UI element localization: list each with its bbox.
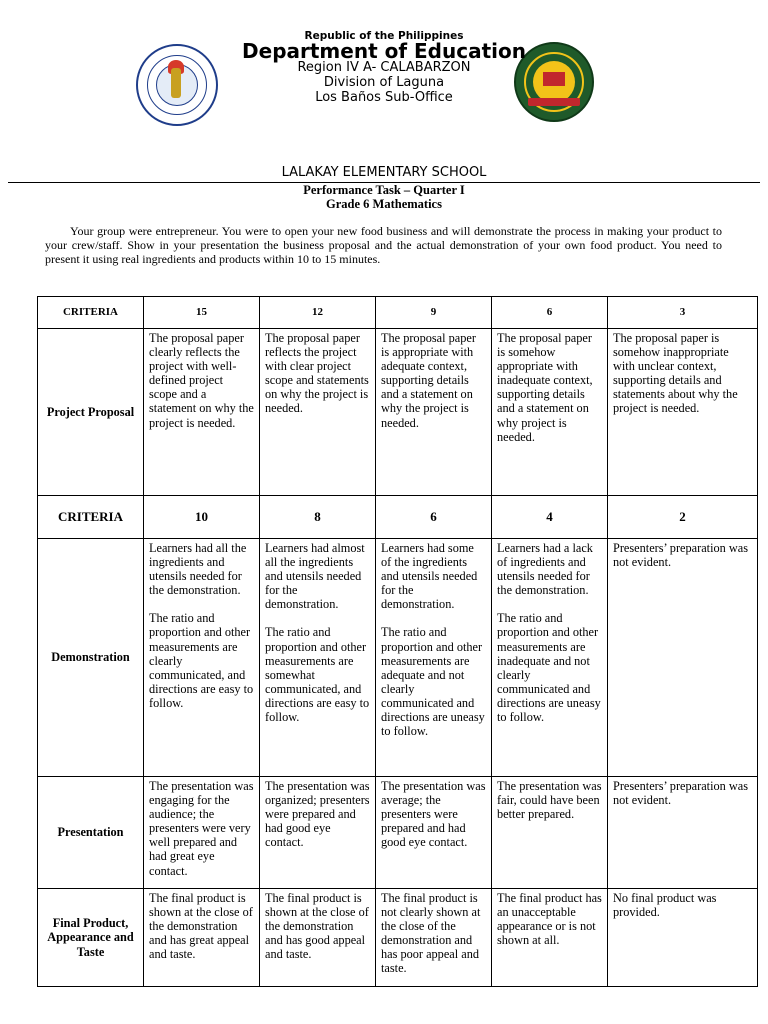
descriptor-part: Learners had almost all the ingredients and utensils needed for the demonstration. [265,541,365,612]
republic-heading: Republic of the Philippines [304,30,464,42]
level-header: 2 [608,496,758,539]
descriptor-cell: Presenters’ preparation was not evident. [608,777,758,889]
level-header: 6 [492,297,608,329]
descriptor-cell: The proposal paper is appropriate with adequate context, supporting details and a statement on why the project is needed. [376,329,492,496]
descriptor-cell: The proposal paper is somehow appropriate with inadequate context, supporting details and a statement on why project is needed. [492,329,608,496]
descriptor-cell: The proposal paper reflects the project with clear project scope and statements on why the project is needed. [260,329,376,496]
level-header: 10 [144,496,260,539]
criteria-header: CRITERIA [38,496,144,539]
descriptor-cell: The presentation was engaging for the audience; the presenters were very well prepared and had great eye contact. [144,777,260,889]
descriptor-part: The ratio and proportion and other measurements are adequate and not clearly communicated and directions are uneasy to follow. [381,625,485,739]
descriptor-cell: The proposal paper clearly reflects the project with well-defined project scope and a statement on why the project is needed. [144,329,260,496]
office-line: Los Baños Sub-Office [315,90,453,105]
region-line: Region IV A- CALABARZON [297,60,471,75]
descriptor-part: The ratio and proportion and other measurements are clearly communicated, and directions are easy to follow. [149,611,254,710]
criterion-label: Final Product, Appearance and Taste [38,889,144,987]
rubric-header-row [38,297,758,329]
descriptor-cell: The final product is not clearly shown at the close of the demonstration and has poor appeal and taste. [376,889,492,987]
descriptor-cell [144,539,260,777]
descriptor-part: The ratio and proportion and other measurements are inadequate and not clearly communicated and directions are uneasy to follow. [497,611,601,725]
descriptor-cell: The proposal paper is somehow inappropriate with unclear context, supporting details and statements about why the project is needed. [608,329,758,496]
level-header: 9 [376,297,492,329]
rubric-row-final-product [38,889,758,987]
descriptor-cell: The final product is shown at the close of the demonstration and has great appeal and taste. [144,889,260,987]
level-header: 4 [492,496,608,539]
department-heading: Department of Education [242,39,526,63]
descriptor-cell [376,539,492,777]
rubric-row-proposal [38,329,758,496]
descriptor-cell: The final product has an unacceptable appearance or is not shown at all. [492,889,608,987]
criterion-label: Demonstration [38,539,144,777]
school-name: LALAKAY ELEMENTARY SCHOOL [281,165,487,180]
descriptor-part: The ratio and proportion and other measurements are somewhat communicated, and directions are easy to follow. [265,625,370,725]
level-header: 3 [608,297,758,329]
descriptor-cell [608,539,758,777]
level-header: 8 [260,496,376,539]
descriptor-cell: The presentation was average; the presenters were prepared and had good eye contact. [376,777,492,889]
descriptor-part: Learners had all the ingredients and utensils needed for the demonstration. [149,541,247,598]
descriptor-cell: The presentation was organized; presenters were prepared and had good eye contact. [260,777,376,889]
rubric-row-demonstration [38,539,758,777]
criterion-label: Project Proposal [38,329,144,496]
descriptor-cell: The final product is shown at the close of the demonstration and has good appeal and taste. [260,889,376,987]
rubric-table [37,296,758,987]
descriptor-part: Presenters’ preparation was not evident. [613,541,748,570]
criteria-header: CRITERIA [38,297,144,329]
level-header: 12 [260,297,376,329]
descriptor-cell: The presentation was fair, could have been better prepared. [492,777,608,889]
instructions-text: Your group were entrepreneur. You were to open your new food business and will demonstrate the process in making your product to your crew/staff. Show in your presentation the business proposal and the actual demonstration of your own food product. You need to present it using real ingredients and products within 10 to 15 minutes. [45,224,722,267]
subject-title: Grade 6 Mathematics [326,197,442,211]
descriptor-cell: No final product was provided. [608,889,758,987]
task-title: Performance Task – Quarter I [303,183,465,197]
division-line: Division of Laguna [323,75,445,90]
rubric-row-presentation [38,777,758,889]
rubric-header-row [38,496,758,539]
level-header: 6 [376,496,492,539]
level-header: 15 [144,297,260,329]
descriptor-part: Learners had a lack of ingredients and utensils needed for the demonstration. [497,541,593,598]
criterion-label: Presentation [38,777,144,889]
descriptor-cell [260,539,376,777]
instructions-paragraph [45,224,722,267]
descriptor-cell [492,539,608,777]
descriptor-part: Learners had some of the ingredients and utensils needed for the demonstration. [381,541,478,612]
